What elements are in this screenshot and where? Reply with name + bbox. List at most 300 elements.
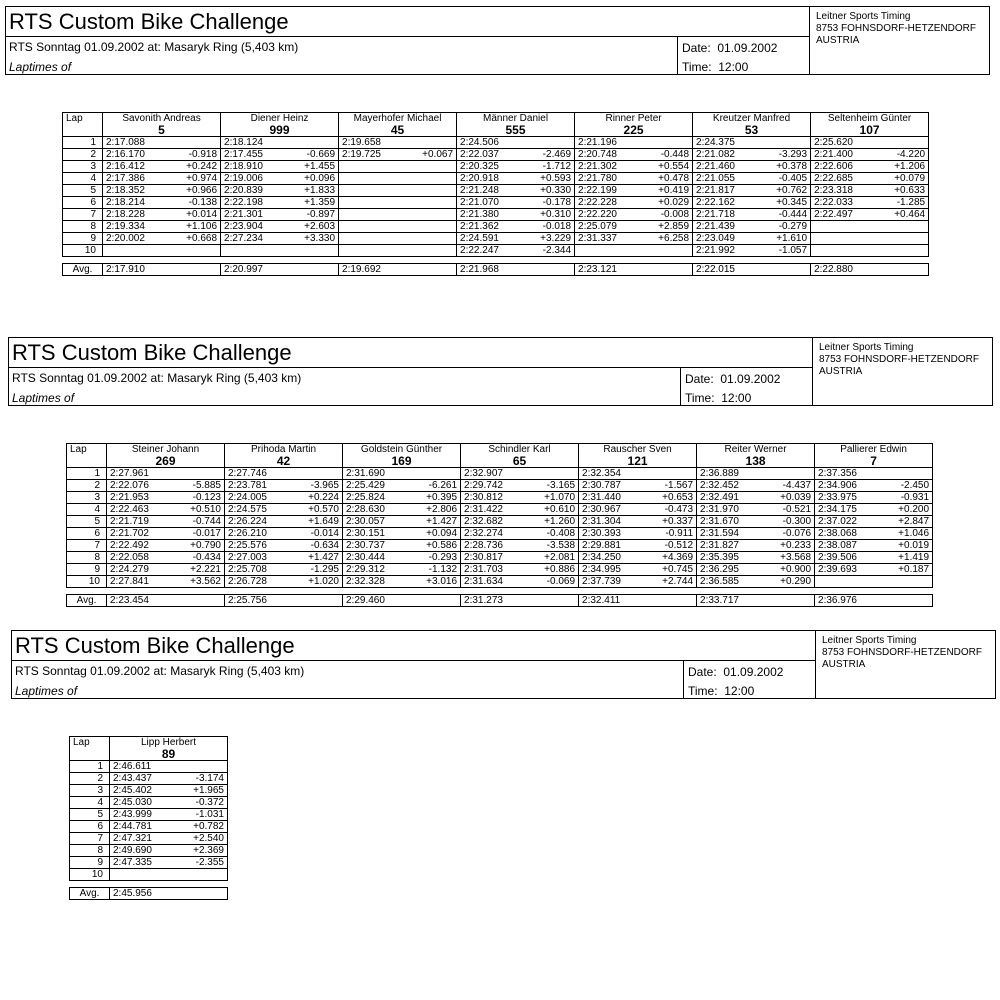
table-row — [63, 137, 929, 149]
lap-time: 2:30.057 — [343, 516, 403, 528]
lap-diff — [871, 137, 929, 149]
lap-time — [110, 869, 170, 881]
lap-time — [575, 245, 635, 257]
lap-time: 2:32.274 — [461, 528, 521, 540]
table-row — [67, 516, 933, 528]
lap-diff: +0.745 — [639, 564, 697, 576]
lap-time: 2:37.356 — [815, 468, 875, 480]
lap-time: 2:22.492 — [107, 540, 167, 552]
lap-diff: +0.242 — [163, 161, 221, 173]
lap-time: 2:21.992 — [693, 245, 753, 257]
organizer-country: AUSTRIA — [822, 659, 866, 670]
rider-column-header — [575, 113, 693, 137]
lap-number: 1 — [67, 468, 107, 480]
lap-time: 2:21.718 — [693, 209, 753, 221]
organizer-address: 8753 FOHNSDORF-HETZENDORF — [819, 354, 980, 365]
lap-diff: -4.220 — [871, 149, 929, 161]
table-header-row — [63, 113, 929, 137]
lap-diff: +0.966 — [163, 185, 221, 197]
lap-time: 2:18.124 — [221, 137, 281, 149]
rider-number: 107 — [859, 123, 880, 137]
rider-column-header — [457, 113, 575, 137]
lap-time: 2:23.049 — [693, 233, 753, 245]
lap-time: 2:20.325 — [457, 161, 517, 173]
table-row — [63, 245, 929, 257]
lap-time: 2:21.196 — [575, 137, 635, 149]
lap-number: 2 — [63, 149, 103, 161]
average-row — [70, 888, 228, 900]
lap-diff: +1.260 — [521, 516, 579, 528]
lap-time: 2:31.827 — [697, 540, 757, 552]
date-time-box — [677, 37, 810, 75]
lap-diff — [399, 209, 457, 221]
lap-number: 8 — [70, 845, 110, 857]
lap-time: 2:21.400 — [811, 149, 871, 161]
rider-column-header — [103, 113, 221, 137]
average-time: 2:17.910 — [103, 264, 221, 276]
lap-time: 2:21.362 — [457, 221, 517, 233]
lap-diff — [170, 869, 228, 881]
lap-number: 4 — [63, 173, 103, 185]
lap-time: 2:21.439 — [693, 221, 753, 233]
lap-time: 2:27.961 — [107, 468, 167, 480]
lap-diff: +1.965 — [170, 785, 228, 797]
lap-diff: -3.174 — [170, 773, 228, 785]
lap-diff: +0.310 — [517, 209, 575, 221]
lap-diff: +1.833 — [281, 185, 339, 197]
lap-diff: +0.900 — [757, 564, 815, 576]
average-time: 2:22.015 — [693, 264, 811, 276]
lap-diff: -0.521 — [757, 504, 815, 516]
lap-time: 2:32.354 — [579, 468, 639, 480]
lap-diff: -0.178 — [517, 197, 575, 209]
rider-number: 65 — [512, 454, 527, 468]
lap-diff: -0.408 — [521, 528, 579, 540]
rider-name: Savonith Andreas — [122, 113, 201, 124]
lap-diff — [399, 137, 457, 149]
rider-column-header — [343, 444, 461, 468]
report-title: RTS Custom Bike Challenge — [12, 631, 815, 661]
lap-diff: -0.897 — [281, 209, 339, 221]
table-row — [70, 845, 228, 857]
lap-diff: -3.165 — [521, 480, 579, 492]
date-value: 01.09.2002 — [720, 372, 781, 386]
lap-number: 10 — [70, 869, 110, 881]
lap-diff: -0.018 — [517, 221, 575, 233]
rider-name: Rinner Peter — [605, 113, 662, 124]
lap-diff — [399, 233, 457, 245]
lap-diff — [635, 137, 693, 149]
time-value: 12:00 — [718, 60, 749, 74]
lap-diff — [281, 245, 339, 257]
table-row — [67, 504, 933, 516]
lap-time: 2:21.817 — [693, 185, 753, 197]
lap-time: 2:22.606 — [811, 161, 871, 173]
rider-number: 53 — [744, 123, 759, 137]
lap-time: 2:31.634 — [461, 576, 521, 588]
average-time: 2:45.956 — [110, 888, 228, 900]
lap-time: 2:30.812 — [461, 492, 521, 504]
lap-diff: +1.046 — [875, 528, 933, 540]
lap-diff: +0.478 — [635, 173, 693, 185]
lap-time: 2:22.037 — [457, 149, 517, 161]
lap-diff: -6.261 — [403, 480, 461, 492]
lap-time — [339, 221, 399, 233]
rider-name: Schindler Karl — [488, 444, 551, 455]
lap-time — [103, 245, 163, 257]
average-time: 2:32.411 — [579, 595, 697, 607]
report-subtitle: Laptimes of — [15, 684, 78, 698]
report-header — [5, 6, 990, 75]
average-row — [63, 264, 929, 276]
lap-diff: +0.395 — [403, 492, 461, 504]
lap-diff — [167, 468, 225, 480]
lap-time: 2:24.279 — [107, 564, 167, 576]
rider-column-header — [811, 113, 929, 137]
lap-time: 2:30.737 — [343, 540, 403, 552]
lap-diff — [163, 245, 221, 257]
lap-time — [811, 221, 871, 233]
average-row — [67, 595, 933, 607]
rider-name: Seltenheim Günter — [827, 113, 912, 124]
lap-diff: +3.568 — [757, 552, 815, 564]
rider-number: 555 — [505, 123, 526, 137]
rider-name: Männer Daniel — [483, 113, 549, 124]
lap-diff: -0.069 — [521, 576, 579, 588]
organizer-info — [809, 7, 989, 74]
table-row — [70, 773, 228, 785]
lap-time: 2:18.352 — [103, 185, 163, 197]
lap-time: 2:22.463 — [107, 504, 167, 516]
lap-diff: -1.285 — [871, 197, 929, 209]
lap-time: 2:32.328 — [343, 576, 403, 588]
lap-diff: +1.427 — [285, 552, 343, 564]
lap-diff: -1.132 — [403, 564, 461, 576]
lap-diff: -0.473 — [639, 504, 697, 516]
organizer-name: Leitner Sports Timing — [822, 635, 917, 646]
lap-time — [815, 576, 875, 588]
lap-time — [339, 185, 399, 197]
lap-time: 2:24.005 — [225, 492, 285, 504]
rider-column-header — [461, 444, 579, 468]
lap-diff: +0.653 — [639, 492, 697, 504]
lap-diff: -0.293 — [403, 552, 461, 564]
lap-time: 2:25.708 — [225, 564, 285, 576]
rider-column-header — [225, 444, 343, 468]
lap-diff: +0.419 — [635, 185, 693, 197]
lap-diff: +0.029 — [635, 197, 693, 209]
table-row — [70, 797, 228, 809]
organizer-name: Leitner Sports Timing — [819, 342, 914, 353]
laptimes-table — [69, 736, 228, 900]
lap-time: 2:26.728 — [225, 576, 285, 588]
lap-time: 2:28.736 — [461, 540, 521, 552]
lap-diff: -0.123 — [167, 492, 225, 504]
lap-diff: +0.290 — [757, 576, 815, 588]
organizer-info — [815, 631, 995, 698]
lap-time: 2:37.739 — [579, 576, 639, 588]
lap-diff: -0.076 — [757, 528, 815, 540]
lap-time: 2:27.003 — [225, 552, 285, 564]
lap-diff: -0.444 — [753, 209, 811, 221]
lap-diff: +0.762 — [753, 185, 811, 197]
lap-number: 3 — [63, 161, 103, 173]
lap-diff: +0.187 — [875, 564, 933, 576]
lap-time: 2:34.175 — [815, 504, 875, 516]
lap-diff: +0.510 — [167, 504, 225, 516]
lap-time: 2:21.702 — [107, 528, 167, 540]
report-subtitle: Laptimes of — [9, 60, 72, 74]
lap-time: 2:31.440 — [579, 492, 639, 504]
laptimes-table — [66, 443, 933, 607]
event-info: RTS Sonntag 01.09.2002 at: Masaryk Ring (5,403 km) — [15, 664, 305, 678]
lap-time: 2:20.748 — [575, 149, 635, 161]
average-time: 2:25.756 — [225, 595, 343, 607]
lap-number: 1 — [63, 137, 103, 149]
lap-number: 7 — [67, 540, 107, 552]
lap-time — [339, 233, 399, 245]
average-time: 2:23.121 — [575, 264, 693, 276]
organizer-address: 8753 FOHNSDORF-HETZENDORF — [816, 23, 977, 34]
lap-diff: -0.512 — [639, 540, 697, 552]
lap-time: 2:32.682 — [461, 516, 521, 528]
lap-number: 1 — [70, 761, 110, 773]
time-label: Time: — [682, 60, 712, 74]
lap-time: 2:21.719 — [107, 516, 167, 528]
lap-diff: -0.405 — [753, 173, 811, 185]
lap-number: 9 — [67, 564, 107, 576]
lap-diff: +1.106 — [163, 221, 221, 233]
lap-diff: +0.633 — [871, 185, 929, 197]
lap-time: 2:43.999 — [110, 809, 170, 821]
lap-diff — [871, 245, 929, 257]
lap-diff: -0.017 — [167, 528, 225, 540]
lap-time: 2:19.334 — [103, 221, 163, 233]
lap-time: 2:34.250 — [579, 552, 639, 564]
lap-diff: +0.554 — [635, 161, 693, 173]
rider-column-header — [107, 444, 225, 468]
rider-number: 138 — [745, 454, 766, 468]
lap-diff: -2.469 — [517, 149, 575, 161]
lap-diff: -0.744 — [167, 516, 225, 528]
lap-diff: +0.233 — [757, 540, 815, 552]
rider-name: Lipp Herbert — [140, 737, 197, 748]
table-row — [67, 540, 933, 552]
lap-diff: +1.359 — [281, 197, 339, 209]
lap-number: 6 — [70, 821, 110, 833]
lap-number: 4 — [67, 504, 107, 516]
lap-time: 2:36.889 — [697, 468, 757, 480]
lap-time: 2:21.953 — [107, 492, 167, 504]
lap-number: 3 — [70, 785, 110, 797]
lap-time: 2:19.006 — [221, 173, 281, 185]
lap-time: 2:17.386 — [103, 173, 163, 185]
time-label: Time: — [685, 391, 715, 405]
lap-time: 2:39.693 — [815, 564, 875, 576]
lap-diff: +0.782 — [170, 821, 228, 833]
lap-time: 2:34.995 — [579, 564, 639, 576]
rider-name: Mayerhofer Michael — [353, 113, 442, 124]
rider-number: 999 — [269, 123, 290, 137]
average-time: 2:21.968 — [457, 264, 575, 276]
lap-diff: +0.337 — [639, 516, 697, 528]
rider-number: 42 — [276, 454, 291, 468]
lap-diff: -3.293 — [753, 149, 811, 161]
lap-time: 2:25.824 — [343, 492, 403, 504]
lap-time: 2:36.295 — [697, 564, 757, 576]
lap-diff: +1.419 — [875, 552, 933, 564]
table-row — [63, 233, 929, 245]
lap-time: 2:20.002 — [103, 233, 163, 245]
time-value: 12:00 — [721, 391, 752, 405]
lap-diff: +0.014 — [163, 209, 221, 221]
lap-time: 2:21.460 — [693, 161, 753, 173]
average-time: 2:29.460 — [343, 595, 461, 607]
rider-number: 269 — [155, 454, 176, 468]
lap-time: 2:47.321 — [110, 833, 170, 845]
lap-column-header: Lap — [67, 444, 107, 468]
lap-number: 10 — [63, 245, 103, 257]
lap-time: 2:39.506 — [815, 552, 875, 564]
lap-time: 2:22.497 — [811, 209, 871, 221]
organizer-name: Leitner Sports Timing — [816, 11, 911, 22]
lap-time: 2:45.030 — [110, 797, 170, 809]
lap-diff — [875, 468, 933, 480]
lap-time: 2:44.781 — [110, 821, 170, 833]
event-info: RTS Sonntag 01.09.2002 at: Masaryk Ring (5,403 km) — [12, 371, 302, 385]
lap-diff: +1.610 — [753, 233, 811, 245]
lap-number: 6 — [63, 197, 103, 209]
average-time: 2:31.273 — [461, 595, 579, 607]
report-header — [8, 337, 993, 406]
lap-diff: +0.570 — [285, 504, 343, 516]
lap-diff: +2.806 — [403, 504, 461, 516]
lap-diff — [871, 221, 929, 233]
lap-time: 2:27.746 — [225, 468, 285, 480]
rider-number: 89 — [161, 747, 176, 761]
lap-time: 2:21.380 — [457, 209, 517, 221]
lap-time: 2:24.591 — [457, 233, 517, 245]
lap-time: 2:36.585 — [697, 576, 757, 588]
lap-time: 2:35.395 — [697, 552, 757, 564]
time-label: Time: — [688, 684, 718, 698]
lap-number: 5 — [67, 516, 107, 528]
lap-number: 8 — [67, 552, 107, 564]
lap-time: 2:31.304 — [579, 516, 639, 528]
rider-number: 121 — [627, 454, 648, 468]
lap-diff: +0.464 — [871, 209, 929, 221]
lap-time: 2:24.506 — [457, 137, 517, 149]
lap-diff: -2.344 — [517, 245, 575, 257]
lap-time: 2:21.070 — [457, 197, 517, 209]
lap-column-header: Lap — [63, 113, 103, 137]
report-subtitle: Laptimes of — [12, 391, 75, 405]
laptimes-table — [62, 112, 929, 276]
average-label: Avg. — [70, 888, 110, 900]
lap-time: 2:20.839 — [221, 185, 281, 197]
lap-time — [811, 233, 871, 245]
lap-diff: +0.668 — [163, 233, 221, 245]
lap-diff: -1.031 — [170, 809, 228, 821]
lap-diff: +1.020 — [285, 576, 343, 588]
rider-number: 7 — [870, 454, 877, 468]
date-value: 01.09.2002 — [717, 41, 778, 55]
table-row — [70, 761, 228, 773]
lap-number: 9 — [70, 857, 110, 869]
lap-time: 2:18.910 — [221, 161, 281, 173]
rider-name: Kreutzer Manfred — [712, 113, 791, 124]
lap-diff: +0.586 — [403, 540, 461, 552]
lap-diff: +0.096 — [281, 173, 339, 185]
event-info: RTS Sonntag 01.09.2002 at: Masaryk Ring (5,403 km) — [9, 40, 299, 54]
lap-diff — [403, 468, 461, 480]
lap-diff — [399, 197, 457, 209]
lap-number: 5 — [63, 185, 103, 197]
lap-time: 2:24.375 — [693, 137, 753, 149]
rider-number: 45 — [390, 123, 405, 137]
lap-time: 2:22.228 — [575, 197, 635, 209]
rider-column-header — [339, 113, 457, 137]
lap-diff — [757, 468, 815, 480]
lap-diff: +2.221 — [167, 564, 225, 576]
lap-time: 2:30.151 — [343, 528, 403, 540]
lap-number: 2 — [70, 773, 110, 785]
average-time: 2:19.692 — [339, 264, 457, 276]
lap-diff: +0.019 — [875, 540, 933, 552]
lap-time: 2:19.658 — [339, 137, 399, 149]
rider-name: Rauscher Sven — [603, 444, 672, 455]
lap-time: 2:21.248 — [457, 185, 517, 197]
lap-diff — [399, 185, 457, 197]
table-row — [70, 869, 228, 881]
lap-diff: +3.016 — [403, 576, 461, 588]
lap-time: 2:29.881 — [579, 540, 639, 552]
lap-diff: +2.540 — [170, 833, 228, 845]
lap-time: 2:21.082 — [693, 149, 753, 161]
lap-diff: +0.790 — [167, 540, 225, 552]
lap-number: 2 — [67, 480, 107, 492]
lap-time: 2:31.422 — [461, 504, 521, 516]
lap-time: 2:22.199 — [575, 185, 635, 197]
lap-diff: +1.455 — [281, 161, 339, 173]
lap-time: 2:17.455 — [221, 149, 281, 161]
rider-name: Goldstein Günther — [360, 444, 443, 455]
lap-diff: +0.974 — [163, 173, 221, 185]
lap-time: 2:22.685 — [811, 173, 871, 185]
lap-time: 2:30.444 — [343, 552, 403, 564]
table-row — [67, 492, 933, 504]
lap-diff: +1.206 — [871, 161, 929, 173]
lap-diff: -2.355 — [170, 857, 228, 869]
lap-time — [339, 173, 399, 185]
organizer-country: AUSTRIA — [819, 366, 863, 377]
lap-time: 2:22.076 — [107, 480, 167, 492]
lap-diff: -1.295 — [285, 564, 343, 576]
lap-number: 3 — [67, 492, 107, 504]
table-row — [67, 528, 933, 540]
table-header-row — [70, 737, 228, 761]
lap-diff: +2.847 — [875, 516, 933, 528]
table-row — [63, 185, 929, 197]
table-row — [70, 785, 228, 797]
rider-name: Prihoda Martin — [250, 444, 317, 455]
lap-time: 2:26.210 — [225, 528, 285, 540]
lap-diff: +0.094 — [403, 528, 461, 540]
lap-diff: -0.918 — [163, 149, 221, 161]
average-label: Avg. — [63, 264, 103, 276]
lap-time: 2:23.781 — [225, 480, 285, 492]
lap-diff: -3.538 — [521, 540, 579, 552]
